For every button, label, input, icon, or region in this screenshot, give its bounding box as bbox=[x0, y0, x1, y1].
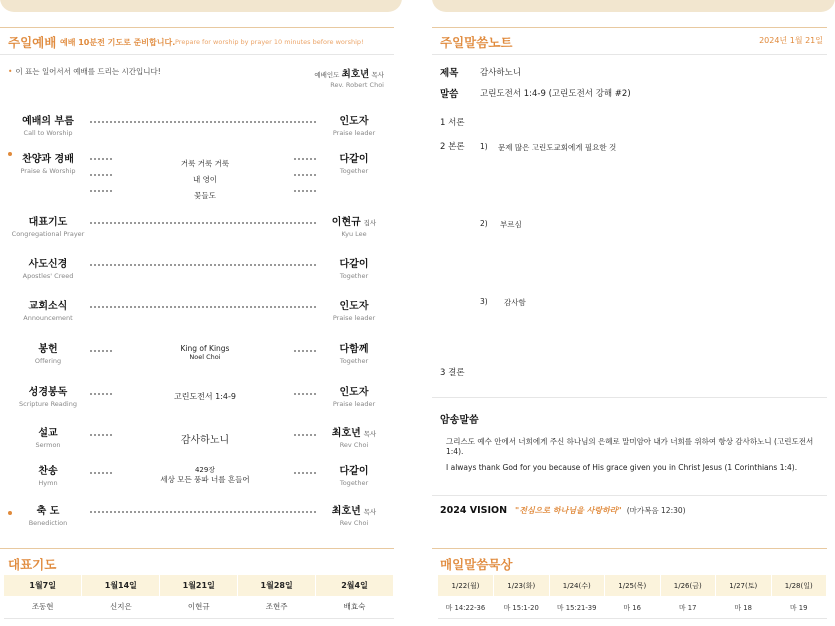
order-item-praise-worship bbox=[0, 150, 400, 202]
item-leader-en: Together bbox=[339, 167, 369, 175]
item-leader-en: Kyu Lee bbox=[341, 230, 367, 238]
subject-label: 제목 bbox=[440, 68, 459, 79]
item-leader-en: Praise leader bbox=[332, 129, 376, 137]
table-header-row bbox=[438, 575, 827, 596]
dot-leader bbox=[90, 186, 112, 192]
item-leader: 다함께 bbox=[339, 344, 369, 355]
item-leader: 다같이 bbox=[339, 154, 369, 165]
item-leader: 인도자 bbox=[339, 387, 369, 398]
item-title: 축 도 bbox=[36, 506, 60, 517]
leader-role: 예배인도 bbox=[314, 71, 340, 79]
section-divider bbox=[0, 548, 394, 549]
table-cell: 마 15:1-20 bbox=[494, 596, 550, 618]
item-leader-role: 목사 bbox=[363, 508, 377, 516]
order-item-creed bbox=[0, 255, 400, 289]
item-leader: 다같이 bbox=[339, 259, 369, 270]
section-divider bbox=[432, 548, 827, 549]
dot-leader bbox=[294, 170, 316, 176]
table-cell: 이현규 bbox=[160, 596, 238, 618]
order-item-sermon bbox=[0, 424, 400, 458]
dot-leader bbox=[294, 468, 316, 474]
worship-subtitle: 예배 10분전 기도로 준비합니다. bbox=[60, 38, 176, 47]
dot-leader bbox=[90, 505, 316, 513]
sermon-notes-title: 주일말씀노트 bbox=[440, 35, 513, 50]
divider bbox=[432, 495, 827, 496]
hymn-title: 세상 모든 풍파 너를 흔들어 bbox=[160, 475, 250, 484]
table-cell: 마 19 bbox=[771, 596, 827, 618]
table-cell: 마 14:22-36 bbox=[438, 596, 494, 618]
worship-title: 주일예배 bbox=[8, 35, 57, 50]
outline-intro: 1 서론 bbox=[440, 118, 465, 128]
table-header: 1/27(토) bbox=[716, 575, 772, 596]
table-row bbox=[438, 596, 827, 618]
table-header: 2월4일 bbox=[316, 575, 394, 596]
table-header: 1월28일 bbox=[238, 575, 316, 596]
table-cell: 마 17 bbox=[660, 596, 716, 618]
bullet-icon: • bbox=[8, 67, 13, 76]
point-3-number: 3) bbox=[480, 297, 488, 306]
subject-value: 감사하노니 bbox=[480, 68, 522, 78]
item-title-en: Announcement bbox=[23, 314, 73, 322]
item-leader: 이현규 bbox=[331, 217, 361, 228]
item-title: 봉헌 bbox=[38, 344, 58, 355]
item-title: 찬양과 경배 bbox=[22, 154, 74, 165]
table-row bbox=[4, 596, 394, 618]
table-header: 1/25(목) bbox=[605, 575, 661, 596]
prayer-schedule-title: 대표기도 bbox=[8, 557, 57, 572]
item-leader-en: Praise leader bbox=[332, 314, 376, 322]
hymn-number: 429장 bbox=[194, 466, 216, 474]
dot-leader bbox=[90, 430, 112, 436]
table-header-row bbox=[4, 575, 394, 596]
prayer-schedule-table bbox=[4, 575, 394, 619]
worship-order-column bbox=[0, 0, 400, 626]
item-leader-en: Together bbox=[339, 479, 369, 487]
item-leader: 인도자 bbox=[339, 116, 369, 127]
item-title-en: Apostles' Creed bbox=[22, 272, 74, 280]
sermon-notes-column bbox=[432, 0, 835, 626]
dot-leader bbox=[90, 154, 112, 160]
table-cell: 마 16 bbox=[605, 596, 661, 618]
divider bbox=[432, 54, 827, 55]
dot-leader bbox=[90, 389, 112, 395]
dot-leader bbox=[294, 430, 316, 436]
item-title: 설교 bbox=[38, 428, 58, 439]
item-leader-en: Rev Choi bbox=[339, 519, 369, 527]
song-2: 내 영이 bbox=[192, 175, 218, 184]
point-1-text: 문제 많은 고린도교회에게 필요한 것 bbox=[498, 143, 617, 152]
item-title: 교회소식 bbox=[28, 301, 68, 312]
item-leader: 최호년 bbox=[331, 428, 361, 439]
vision-reference: (마가복음 12:30) bbox=[626, 506, 686, 515]
section-divider bbox=[0, 27, 394, 28]
table-header: 1월14일 bbox=[82, 575, 160, 596]
dot-leader bbox=[90, 300, 316, 308]
item-leader-en: Together bbox=[339, 272, 369, 280]
worship-leader bbox=[314, 66, 384, 89]
order-item-offering bbox=[0, 340, 400, 374]
scripture-value: 고린도전서 1:4-9 (고린도전서 강해 #2) bbox=[480, 89, 631, 99]
dot-leader bbox=[90, 216, 316, 224]
song-3: 꽃들도 bbox=[194, 191, 216, 200]
item-leader: 인도자 bbox=[339, 301, 369, 312]
dot-leader bbox=[90, 170, 112, 176]
table-cell: 마 15:21-39 bbox=[549, 596, 605, 618]
item-title: 성경봉독 bbox=[28, 387, 68, 398]
order-item-announcement bbox=[0, 297, 400, 331]
item-title-en: Congregational Prayer bbox=[11, 230, 85, 238]
point-1-number: 1) bbox=[480, 142, 488, 151]
divider bbox=[0, 54, 394, 55]
item-leader-role: 목사 bbox=[363, 430, 377, 438]
outline-body: 2 본론 bbox=[440, 142, 465, 152]
table-header: 1/24(수) bbox=[549, 575, 605, 596]
dot-leader bbox=[294, 389, 316, 395]
leader-name-en: Rev. Robert Choi bbox=[330, 81, 384, 89]
item-leader: 다같이 bbox=[339, 466, 369, 477]
point-2-number: 2) bbox=[480, 219, 488, 228]
item-leader: 최호년 bbox=[331, 506, 361, 517]
item-title-en: Call to Worship bbox=[23, 129, 73, 137]
item-leader-en: Together bbox=[339, 357, 369, 365]
daily-reading-table bbox=[438, 575, 827, 619]
table-cell: 신지은 bbox=[82, 596, 160, 618]
item-leader-role: 집사 bbox=[363, 219, 377, 227]
table-cell: 조현주 bbox=[238, 596, 316, 618]
item-title-en: Benediction bbox=[28, 519, 68, 527]
scripture-label: 말씀 bbox=[440, 89, 459, 100]
vision-statement bbox=[440, 505, 686, 516]
item-title-en: Praise & Worship bbox=[20, 167, 76, 175]
item-leader-en: Praise leader bbox=[332, 400, 376, 408]
leader-title: 목사 bbox=[371, 71, 384, 79]
dot-leader bbox=[90, 346, 112, 352]
daily-reading-title: 매일말씀묵상 bbox=[440, 557, 513, 572]
outline-conclusion: 3 결론 bbox=[440, 368, 465, 378]
dot-leader bbox=[90, 468, 112, 474]
order-item-benediction bbox=[0, 502, 400, 536]
standing-note-text: 이 표는 일어서서 예배를 드리는 시간입니다! bbox=[15, 67, 161, 76]
table-cell: 마 18 bbox=[716, 596, 772, 618]
memory-verse-title: 암송말씀 bbox=[440, 415, 479, 426]
offering-song: King of Kings bbox=[180, 344, 230, 353]
offering-performer: Noel Choi bbox=[189, 353, 221, 361]
memory-verse-english: I always thank God for you because of His grace given you in Christ Jesus (1 Corinthians 1:4). bbox=[446, 463, 798, 472]
point-2-text: 부르심 bbox=[500, 220, 522, 229]
dot-leader bbox=[90, 258, 316, 266]
item-title-en: Offering bbox=[34, 357, 62, 365]
worship-subtitle-en: Prepare for worship by prayer 10 minutes before worship! bbox=[175, 38, 364, 46]
table-header: 1월7일 bbox=[4, 575, 82, 596]
item-title-en: Sermon bbox=[35, 441, 61, 449]
item-leader-en: Rev Choi bbox=[339, 441, 369, 449]
order-item-prayer bbox=[0, 213, 400, 247]
item-title: 예배의 부름 bbox=[22, 116, 74, 127]
dot-leader bbox=[294, 154, 316, 160]
item-title: 대표기도 bbox=[28, 217, 68, 228]
order-item-call-to-worship bbox=[0, 112, 400, 146]
standing-note bbox=[8, 66, 161, 77]
point-3-text: 감사함 bbox=[504, 298, 526, 307]
table-cell: 배효숙 bbox=[316, 596, 394, 618]
item-title: 찬송 bbox=[38, 466, 58, 477]
table-cell: 조동현 bbox=[4, 596, 82, 618]
item-title-en: Scripture Reading bbox=[19, 400, 77, 408]
sermon-title: 감사하노니 bbox=[180, 435, 230, 446]
vision-label: 2024 VISION bbox=[440, 505, 508, 516]
table-header: 1월21일 bbox=[160, 575, 238, 596]
order-item-scripture bbox=[0, 383, 400, 417]
scripture-reference: 고린도전서 1:4-9 bbox=[173, 392, 237, 401]
dot-leader bbox=[294, 186, 316, 192]
dot-leader bbox=[294, 346, 316, 352]
leader-name: 최호년 bbox=[341, 69, 370, 80]
section-divider bbox=[432, 27, 827, 28]
divider bbox=[432, 397, 827, 398]
table-header: 1/22(월) bbox=[438, 575, 494, 596]
item-title-en: Hymn bbox=[38, 479, 58, 487]
item-title: 사도신경 bbox=[28, 259, 68, 270]
table-header: 1/23(화) bbox=[494, 575, 550, 596]
song-1: 거룩 거룩 거룩 bbox=[180, 159, 230, 168]
dot-leader bbox=[90, 115, 316, 123]
service-date: 2024년 1월 21일 bbox=[759, 36, 823, 45]
vision-motto: "전심으로 하나님을 사랑하라" bbox=[515, 506, 622, 515]
memory-verse-korean: 그리스도 예수 안에서 너희에게 주신 하나님의 은혜로 말미암아 내가 너희를 위하여 항상 감사하노니 (고린도전서 1:4). bbox=[446, 437, 814, 456]
table-header: 1/26(금) bbox=[660, 575, 716, 596]
table-header: 1/28(일) bbox=[771, 575, 827, 596]
order-item-hymn bbox=[0, 462, 400, 496]
